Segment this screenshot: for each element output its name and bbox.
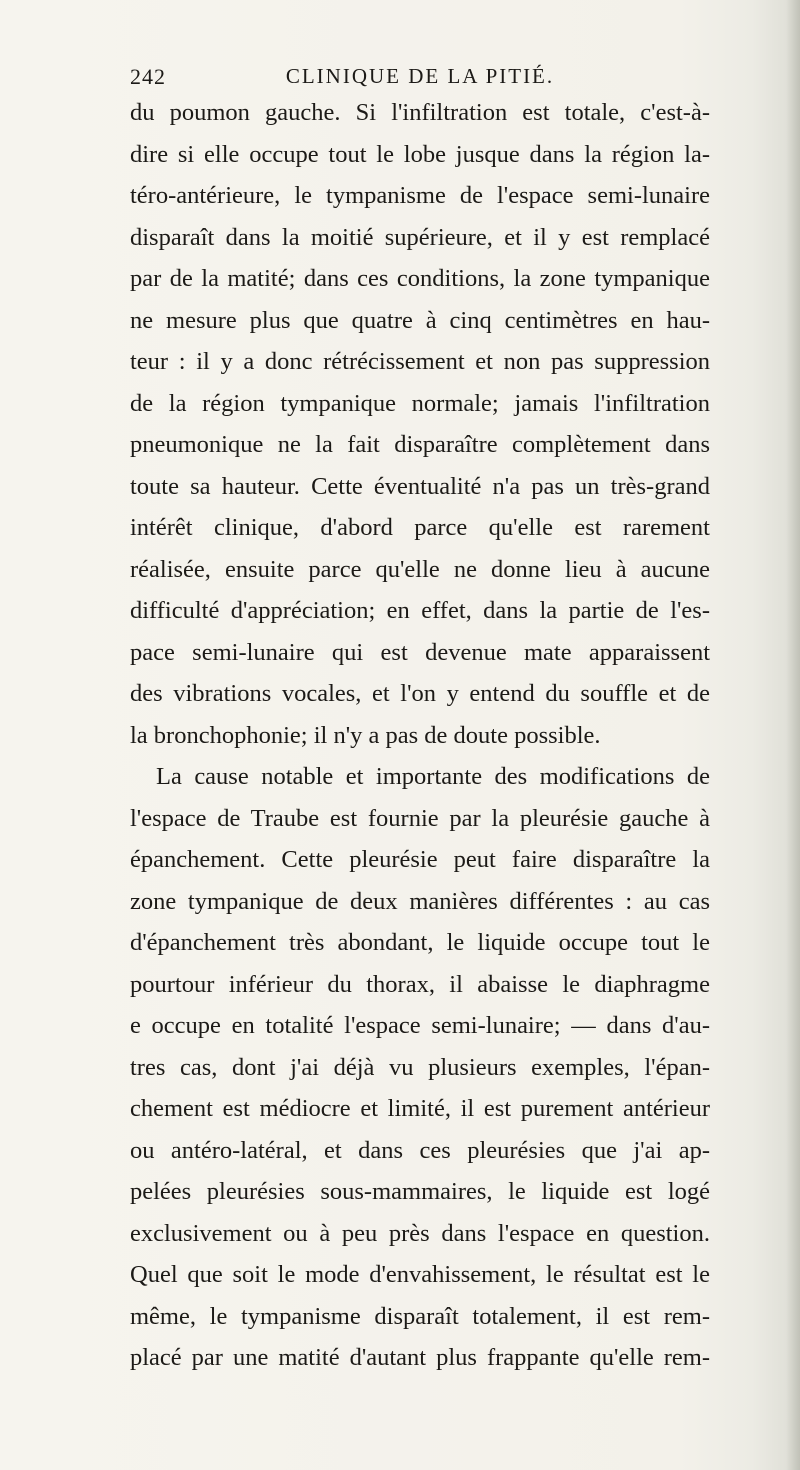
text-line: dire si elle occupe tout le lobe jusque dans la région la- <box>130 140 710 168</box>
text-line: toute sa hauteur. Cette éventualité n'a pas un très-grand <box>130 472 710 500</box>
text-line: même, le tympanisme disparaît totalement, il est rem- <box>130 1302 710 1330</box>
text-line: exclusivement ou à peu près dans l'espace en question. <box>130 1219 710 1247</box>
text-line: l'espace de Traube est fournie par la pleurésie gauche à <box>130 804 710 832</box>
text-line: chement est médiocre et limité, il est purement antérieur <box>130 1095 710 1122</box>
text-line: pelées pleurésies sous-mammaires, le liquide est logé <box>130 1178 710 1205</box>
text-line: épanchement. Cette pleurésie peut faire disparaître la <box>130 846 710 873</box>
text-line: zone tympanique de deux manières différentes : au cas <box>130 887 710 915</box>
text-line: pneumonique ne la fait disparaître complètement dans <box>130 431 710 458</box>
text-line: difficulté d'appréciation; en effet, dans la partie de l'es- <box>130 597 710 624</box>
text-line: réalisée, ensuite parce qu'elle ne donne lieu à aucune <box>130 555 710 583</box>
text-line: Quel que soit le mode d'envahissement, le résultat est le <box>130 1261 710 1288</box>
page-edge-shadow <box>786 0 800 1470</box>
text-line: des vibrations vocales, et l'on y entend du souffle et de <box>130 680 710 707</box>
paragraph-first-line: La cause notable et importante des modifications de <box>156 763 710 790</box>
text-line: d'épanchement très abondant, le liquide occupe tout le <box>130 929 710 956</box>
text-line: teur : il y a donc rétrécissement et non pas suppression <box>130 348 710 375</box>
text-line: téro-antérieure, le tympanisme de l'espace semi-lunaire <box>130 182 710 209</box>
text-line: pourtour inférieur du thorax, il abaisse le diaphragme <box>130 970 710 998</box>
text-line: ne mesure plus que quatre à cinq centimètres en hau- <box>130 306 710 334</box>
paragraph-last-line: la bronchophonie; il n'y a pas de doute possible. <box>130 721 601 749</box>
text-line: de la région tympanique normale; jamais l'infiltration <box>130 389 710 417</box>
text-line: e occupe en totalité l'espace semi-lunaire; — dans d'au- <box>130 1012 710 1039</box>
text-line: du poumon gauche. Si l'infiltration est totale, c'est-à- <box>130 99 710 126</box>
text-line: pace semi-lunaire qui est devenue mate apparaissent <box>130 638 710 666</box>
text-line: intérêt clinique, d'abord parce qu'elle est rarement <box>130 514 710 541</box>
text-line: disparaît dans la moitié supérieure, et il y est remplacé <box>130 223 710 251</box>
running-head <box>130 64 710 94</box>
running-title: CLINIQUE DE LA PITIÉ. <box>285 64 555 88</box>
text-line: tres cas, dont j'ai déjà vu plusieurs exemples, l'épan- <box>130 1053 710 1081</box>
text-line: par de la matité; dans ces conditions, la zone tympanique <box>130 265 710 292</box>
text-line: placé par une matité d'autant plus frappante qu'elle rem- <box>130 1344 710 1371</box>
text-line: ou antéro-latéral, et dans ces pleurésies que j'ai ap- <box>130 1136 710 1164</box>
page-number: 242 <box>130 64 166 89</box>
body-text <box>130 92 710 1379</box>
